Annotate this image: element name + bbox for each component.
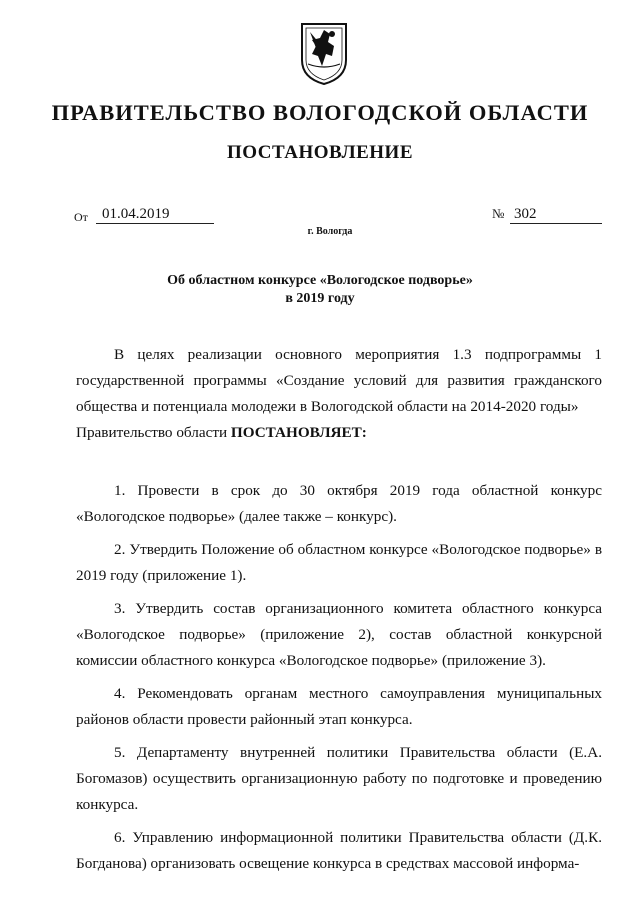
decree-line bbox=[76, 420, 602, 446]
list-item: 6. Управлению информационной политики Правительства области (Д.К. Богданова) организовать освещение конкурса в средствах массовой информа- bbox=[76, 829, 602, 872]
list-item: 4. Рекомендовать органам местного самоуправления муниципальных районов области провести районный этап конкурса. bbox=[76, 685, 602, 728]
document-type: ПОСТАНОВЛЕНИЕ bbox=[226, 142, 414, 163]
list-item: 5. Департаменту внутренней политики Правительства области (Е.А. Богомазов) осуществить организационную работу по подготовке и проведению конкурса. bbox=[76, 744, 602, 813]
list-item: 2. Утвердить Положение об областном конкурсе «Вологодское подворье» в 2019 году (приложение 1). bbox=[76, 541, 602, 584]
city: г. Вологда bbox=[307, 226, 353, 237]
title-line-2: в 2019 году bbox=[285, 291, 355, 306]
document-number: 302 bbox=[510, 205, 602, 224]
title-line-1: Об областном конкурсе «Вологодское подворье» bbox=[167, 273, 473, 288]
date-label: От bbox=[74, 210, 88, 224]
preamble-text: В целях реализации основного мероприятия 1.3 подпрограммы 1 государственной программы «Создание условий для развития гражданского общества и потенциала молодежи в Вологодской области на 2014-2020 годы» bbox=[76, 346, 602, 415]
number-label: № bbox=[492, 206, 505, 221]
decree-word: ПОСТАНОВЛЯЕТ: bbox=[230, 424, 367, 441]
organization-name: ПРАВИТЕЛЬСТВО ВОЛОГОДСКОЙ ОБЛАСТИ bbox=[51, 100, 589, 125]
list-item: 3. Утвердить состав организационного комитета областного конкурса «Вологодское подворье» (приложение 2), состав областной конкурсной комиссии областного конкурса «Вологодское подворье» (приложение 3). bbox=[76, 600, 602, 669]
document-date: 01.04.2019 bbox=[96, 205, 214, 224]
decree-lead: Правительство области bbox=[76, 424, 231, 441]
preamble bbox=[76, 342, 602, 446]
coat-of-arms-icon bbox=[298, 20, 350, 86]
list-item: 1. Провести в срок до 30 октября 2019 года областной конкурс «Вологодское подворье» (далее также – конкурс). bbox=[76, 482, 602, 525]
decree-items bbox=[76, 478, 602, 884]
document-title bbox=[0, 272, 640, 308]
